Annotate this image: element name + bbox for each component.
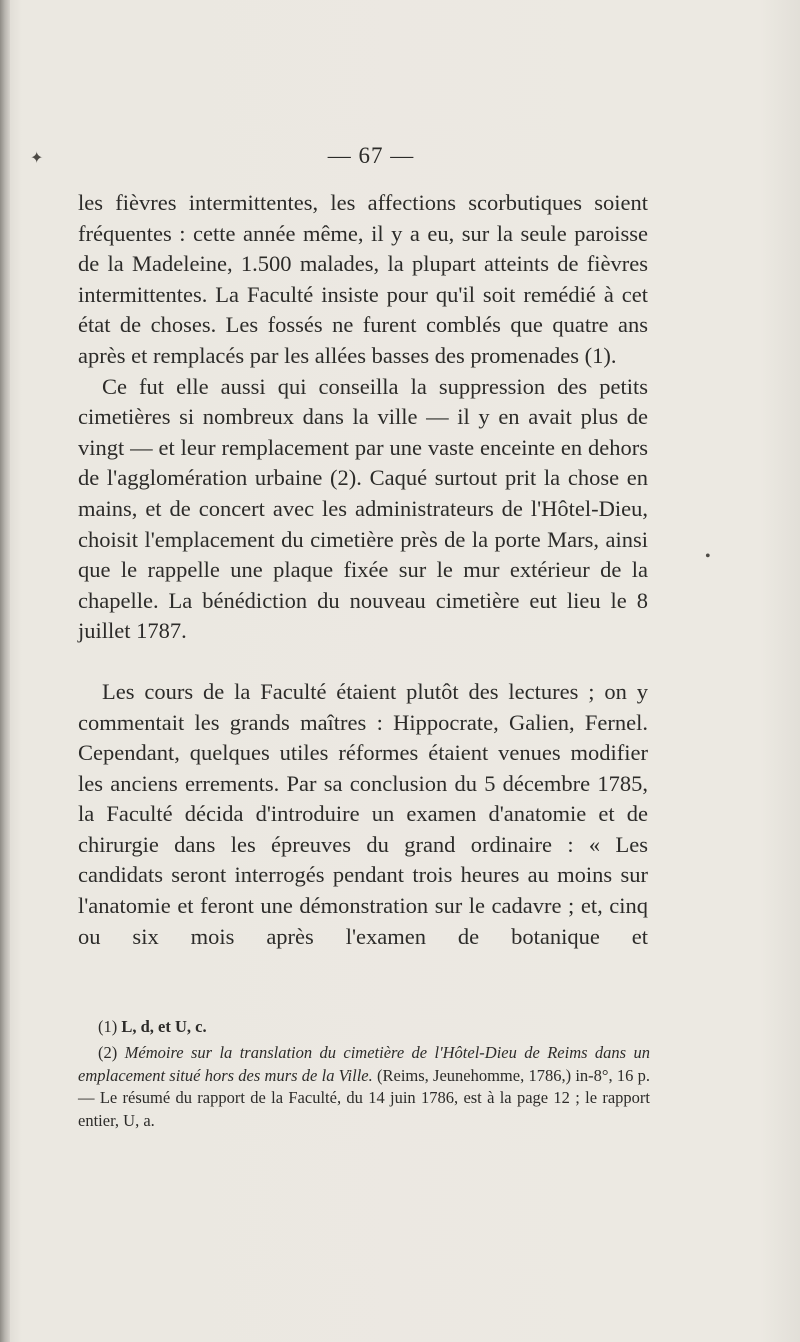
footnote-1-text: L, d, et U, c. bbox=[121, 1017, 207, 1036]
paragraph-1: les fièvres intermittentes, les affections scorbutiques soient fréquentes : cette année même, il y a eu, sur la seule paroisse de la Madeleine, 1.500 malades, la plupart atteints de fièvres intermittentes. La Faculté insiste pour qu'il soit remédié à cet état de choses. Les fossés ne furent comblés que quatre ans après et remplacés par les allées basses des promenades (1). bbox=[78, 190, 648, 368]
stray-mark: • bbox=[705, 548, 711, 565]
footnotes bbox=[78, 1016, 650, 1132]
footnote-2-text: (Reims, Jeunehomme, 1786,) in-8°, 16 p. — Le résumé du rapport de la Faculté, du 14 juin 1786, est à la page 12 ; le rapport entier, U, a. bbox=[78, 1065, 651, 1130]
main-text bbox=[78, 188, 648, 952]
footnote-2-marker: (2) bbox=[98, 1043, 118, 1063]
margin-mark: ✦ bbox=[30, 150, 44, 167]
footnote-1-marker: (1) bbox=[98, 1017, 118, 1036]
footnote-2 bbox=[78, 1042, 650, 1132]
paragraph-3: Les cours de la Faculté étaient plutôt des lectures ; on y commentait les grands maîtres : Hippocrate, Galien, Fernel. Cependant, quelques utiles réformes étaient venues modifier les anciens errements. Par sa conclusion du 5 décembre 1785, la Faculté décida d'introduire un examen d'anatomie et de chirurgie dans les épreuves du grand ordinaire : « Les candidats seront interrogés pendant trois heures au moins sur l'anatomie et feront une démonstration sur le cadavre ; et, cinq ou six mois après l'examen de botanique et bbox=[78, 678, 648, 949]
page-number: — 67 — bbox=[327, 143, 415, 168]
footnote-2-title: Mémoire sur la translation du cimetière de l'Hôtel-Dieu de Reims dans un emplacement situé hors des murs de la Ville. bbox=[78, 1043, 650, 1085]
paragraph-2: Ce fut elle aussi qui conseilla la suppression des petits cimetières si nombreux dans la ville — il y en avait plus de vingt — et leur remplacement par une vaste enceinte en dehors de l'agglomération urbaine (2). Caqué surtout prit la chose en mains, et de concert avec les administrateurs de l'Hôtel-Dieu, choisit l'emplacement du cimetière près de la porte Mars, ainsi que le rappelle une plaque fixée sur le mur extérieur de la chapelle. La bénédiction du nouveau cimetière eut lieu le 8 juillet 1787. bbox=[78, 373, 648, 644]
footnote-1 bbox=[78, 1016, 650, 1038]
page-binding-edge bbox=[0, 0, 10, 1342]
